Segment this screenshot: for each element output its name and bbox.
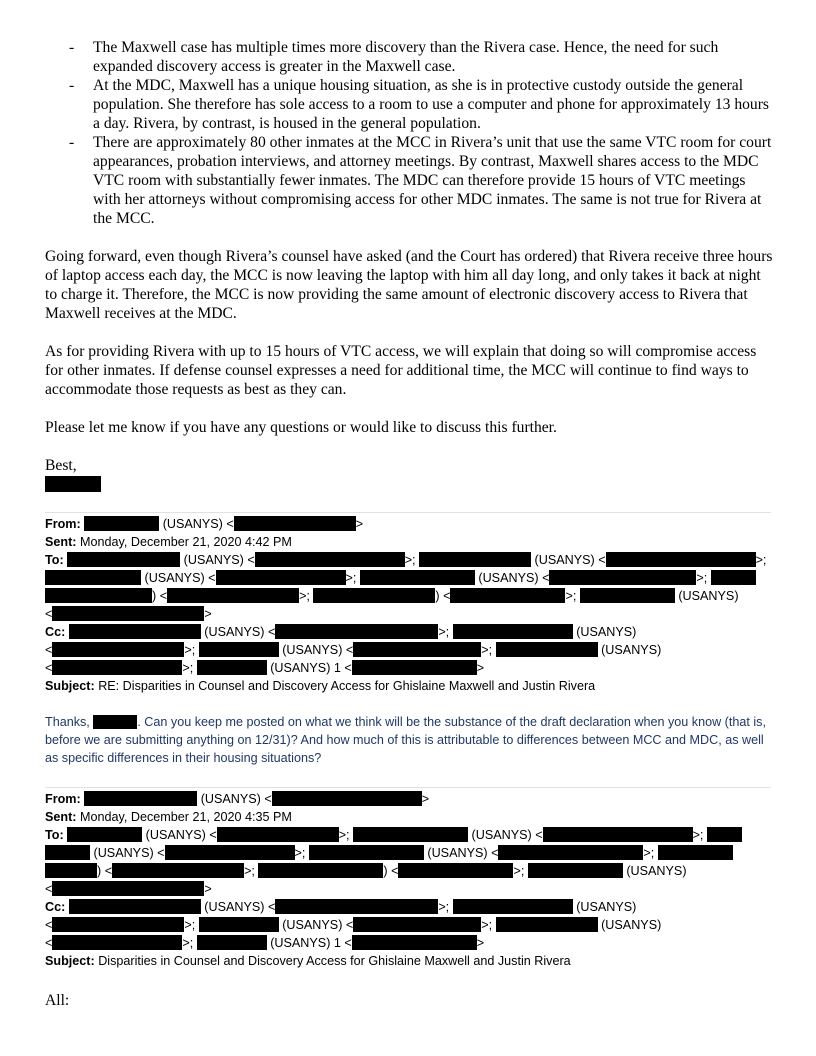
addr-token: >; (345, 571, 357, 585)
addr-token: >; (696, 571, 708, 585)
addr-token: (USANYS) (601, 643, 662, 657)
addr-token: (USANYS) < (144, 571, 216, 585)
redaction (84, 516, 159, 531)
addr-token: < (45, 607, 53, 621)
redaction (352, 935, 477, 950)
addr-token: ) < (152, 589, 168, 603)
addr-token: >; (244, 864, 255, 878)
addr-token: >; (481, 918, 493, 932)
subject-value: RE: Disparities in Counsel and Discovery Access for Ghislaine Maxwell and Justin Rivera (98, 679, 596, 693)
addr-token: >; (643, 846, 655, 860)
addr-token: >; (565, 589, 577, 603)
redaction (453, 899, 573, 914)
redaction (52, 935, 182, 950)
subject-label: Subject: (45, 679, 95, 693)
email-divider (45, 512, 771, 513)
sent-value: Monday, December 21, 2020 4:35 PM (79, 810, 292, 824)
addr-token: < (45, 882, 53, 896)
addr-token: (USANYS) < (471, 828, 543, 842)
addr-token: >; (182, 661, 194, 675)
addr-token: >; (692, 828, 704, 842)
redaction (419, 552, 531, 567)
redaction (69, 624, 201, 639)
going-forward-paragraph: Going forward, even though Rivera’s counsel have asked (and the Court has ordered) that Rivera receive three hours of laptop access each day, the MCC is now leaving the laptop with him all day long, and only takes it back at night to charge it. Therefore, the MCC is now providing the same amount of electronic discovery access to Rivera that Maxwell receives at the MDC. (45, 248, 773, 322)
cc-line (45, 934, 775, 952)
addr-token: > (476, 661, 485, 675)
cc-line (45, 623, 775, 641)
to-line (45, 862, 775, 880)
cc-line (45, 916, 775, 934)
redaction (496, 917, 598, 932)
redaction (453, 624, 573, 639)
bullet-item (45, 133, 775, 228)
addr-token: (USANYS) 1 < (270, 936, 352, 950)
redaction (549, 570, 696, 585)
to-line (45, 880, 775, 898)
redaction (258, 863, 383, 878)
redaction (197, 660, 267, 675)
redaction (67, 827, 142, 842)
signoff: Best, (45, 457, 77, 474)
sent-label: Sent: (45, 810, 77, 824)
cc-line (45, 659, 775, 677)
addr-token: > (204, 607, 212, 621)
addr-token: (USANYS) < (204, 900, 276, 914)
addr-token: > (476, 936, 485, 950)
addr-token: (USANYS) (576, 900, 637, 914)
bullet-text: There are approximately 80 other inmates at the MCC in Rivera’s unit that use the same VTC room for court appearances, probation interviews, and attorney meetings. By contrast, Maxwell shares access to the MDC VTC room with substantially fewer inmates. The MDC can therefore provide 15 hours of VTC meetings with her attorneys without compromising access for other MDC inmates. The same is not true for Rivera at the MCC. (93, 134, 772, 227)
redaction (52, 606, 204, 621)
email1-body (45, 713, 775, 767)
addr-token: >; (404, 553, 416, 567)
addr-token: < (45, 643, 53, 657)
redaction (45, 570, 141, 585)
bullet-text: The Maxwell case has multiple times more discovery than the Rivera case. Hence, the need for such expanded discovery access is greater in the Maxwell case. (93, 39, 719, 75)
body-text: . Can you keep me posted on what we think will be the substance of the draft declaration when you know (that is, before we are submitting anything on 12/31)? And how much of this is attributable to differences between MCC and MDC, as well as specific differences in their housing situations? (45, 715, 766, 765)
redaction (45, 588, 152, 603)
redaction (528, 863, 623, 878)
to-line (45, 551, 775, 569)
addr-token: (USANYS) < (478, 571, 550, 585)
redaction (352, 660, 477, 675)
addr-token: > (204, 882, 212, 896)
addr-token: (USANYS) < (534, 553, 606, 567)
addr-token: (USANYS) < (282, 918, 354, 932)
addr-token: >; (184, 918, 196, 932)
from-line (45, 790, 775, 808)
sent-value: Monday, December 21, 2020 4:42 PM (79, 535, 292, 549)
email-divider (45, 787, 771, 788)
addr-token: >; (299, 589, 310, 603)
redaction (606, 552, 756, 567)
redaction (197, 935, 267, 950)
addr-token: >; (438, 900, 450, 914)
addr-token: (USANYS) < (93, 846, 165, 860)
addr-token: >; (755, 553, 767, 567)
subject-line (45, 952, 775, 970)
cc-label: Cc: (45, 625, 66, 639)
redaction (45, 845, 90, 860)
addr-token: > (421, 792, 430, 806)
cc-label: Cc: (45, 900, 66, 914)
addr-token: ) < (435, 589, 451, 603)
addr-token: (USANYS) (601, 918, 662, 932)
body-text: Thanks, (45, 715, 90, 729)
redaction (217, 827, 339, 842)
redaction (353, 917, 481, 932)
to-line (45, 605, 775, 623)
redaction (353, 642, 481, 657)
sent-label: Sent: (45, 535, 77, 549)
addr-token: < (45, 661, 53, 675)
subject-label: Subject: (45, 954, 95, 968)
addr-token: >; (513, 864, 525, 878)
to-label: To: (45, 553, 64, 567)
addr-token: >; (294, 846, 306, 860)
addr-token: > (355, 517, 364, 531)
signature-redaction (45, 476, 101, 492)
questions-paragraph: Please let me know if you have any questions or would like to discuss this further. (45, 419, 557, 436)
from-label: From: (45, 517, 81, 531)
redaction (353, 827, 468, 842)
redaction (67, 552, 180, 567)
bullet-marker: - (69, 39, 75, 56)
redaction (707, 827, 742, 842)
to-line (45, 844, 775, 862)
bullet-item (45, 76, 775, 133)
addr-token: (USANYS) < (183, 553, 255, 567)
redaction (93, 715, 137, 729)
vtc-access-paragraph: As for providing Rivera with up to 15 hours of VTC access, we will explain that doing so will compromise access for other inmates. If defense counsel expresses a need for additional time, the MCC will continue to find ways to accommodate those requests as best as they can. (45, 343, 757, 398)
sent-line (45, 533, 775, 551)
redaction (234, 516, 356, 531)
addr-token: (USANYS) < (204, 625, 276, 639)
addr-token: >; (481, 643, 493, 657)
from-label: From: (45, 792, 81, 806)
redaction (711, 570, 756, 585)
to-line (45, 826, 775, 844)
addr-token: (USANYS) 1 < (270, 661, 352, 675)
redaction (255, 552, 405, 567)
cc-line (45, 641, 775, 659)
sent-line (45, 808, 775, 826)
email1-header (45, 515, 775, 695)
addr-token: (USANYS) < (200, 792, 272, 806)
redaction (275, 899, 438, 914)
addr-token: < (45, 936, 53, 950)
redaction (69, 899, 201, 914)
redaction (167, 588, 299, 603)
email2-header (45, 790, 775, 970)
subject-value: Disparities in Counsel and Discovery Access for Ghislaine Maxwell and Justin Rivera (98, 954, 571, 968)
addr-token: >; (338, 828, 350, 842)
bullet-marker: - (69, 134, 75, 151)
bullet-item (45, 38, 775, 76)
from-line (45, 515, 775, 533)
redaction (272, 791, 422, 806)
cc-line (45, 898, 775, 916)
redaction (199, 642, 279, 657)
to-line (45, 569, 775, 587)
addr-token: < (45, 918, 53, 932)
redaction (52, 660, 182, 675)
redaction (309, 845, 424, 860)
redaction (450, 588, 565, 603)
redaction (199, 917, 279, 932)
bullet-list (45, 38, 775, 228)
addr-token: >; (184, 643, 196, 657)
redaction (52, 881, 204, 896)
redaction (398, 863, 513, 878)
addr-token: ) < (97, 864, 113, 878)
redaction (165, 845, 295, 860)
redaction (52, 917, 184, 932)
addr-token: (USANYS) < (162, 517, 234, 531)
bullet-text: At the MDC, Maxwell has a unique housing situation, as she is in protective custody outside the general population. She therefore has sole access to a room to use a computer and phone for approximately 13 hours a day. Rivera, by contrast, is housed in the general population. (93, 77, 769, 132)
bullet-marker: - (69, 77, 75, 94)
addr-token: (USANYS) (678, 589, 739, 603)
addr-token: (USANYS) (576, 625, 637, 639)
redaction (313, 588, 435, 603)
redaction (275, 624, 438, 639)
addr-token: (USANYS) < (427, 846, 499, 860)
redaction (84, 791, 197, 806)
redaction (112, 863, 244, 878)
addr-token: >; (438, 625, 450, 639)
redaction (580, 588, 675, 603)
redaction (496, 642, 598, 657)
redaction (360, 570, 475, 585)
to-line (45, 587, 775, 605)
addr-token: (USANYS) (626, 864, 687, 878)
redaction (498, 845, 643, 860)
addr-token: ) < (383, 864, 399, 878)
addr-token: (USANYS) < (145, 828, 217, 842)
redaction (45, 863, 97, 878)
redaction (543, 827, 693, 842)
redaction (216, 570, 346, 585)
redaction (52, 642, 184, 657)
to-label: To: (45, 828, 64, 842)
subject-line (45, 677, 775, 695)
redaction (658, 845, 733, 860)
addr-token: (USANYS) < (282, 643, 354, 657)
addr-token: >; (182, 936, 194, 950)
email2-salutation: All: (45, 992, 70, 1009)
